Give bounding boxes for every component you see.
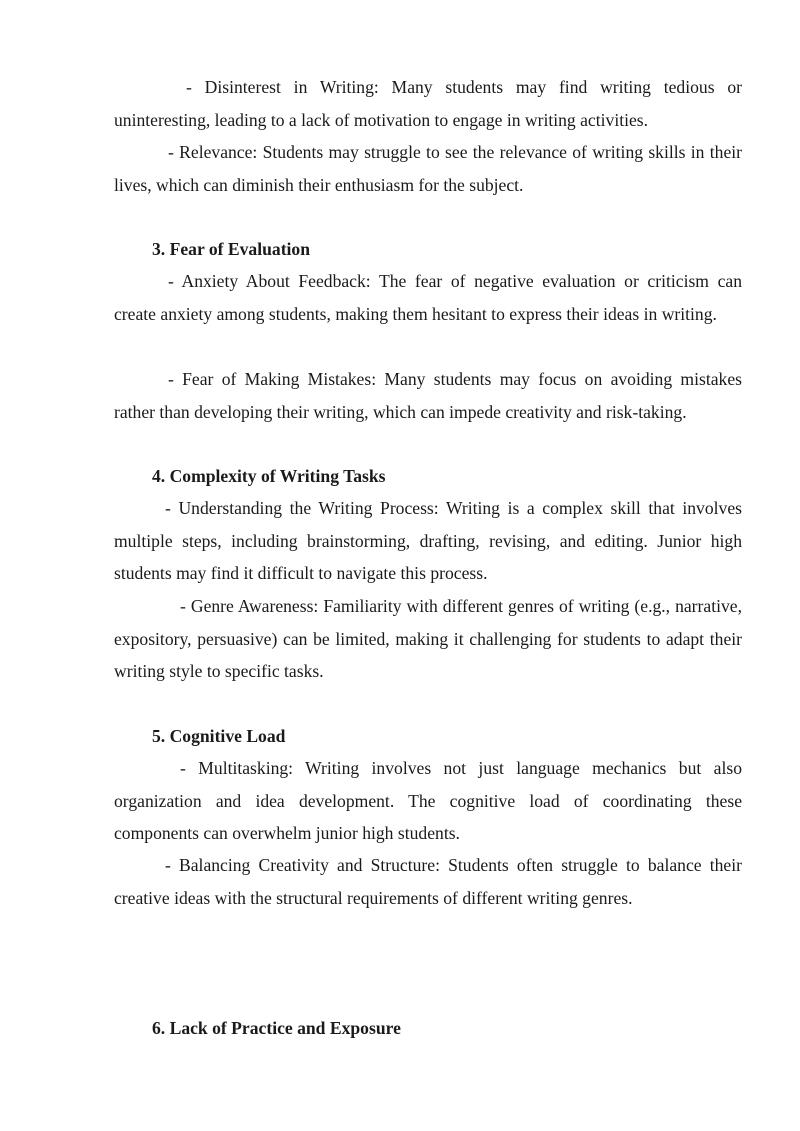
paragraph-multitasking: - Multitasking: Writing involves not just language mechanics but also organization and idea development. The cognitive load of coordinating these components can overwhelm junior high students. — [114, 758, 742, 844]
paragraph-writing-process: - Understanding the Writing Process: Writing is a complex skill that involves multiple steps, including brainstorming, drafting, revising, and editing. Junior high students may find it difficult to navigate this process. — [114, 498, 742, 584]
paragraph-fear-of-mistakes: - Fear of Making Mistakes: Many students may focus on avoiding mistakes rather than developing their writing, which can impede creativity and risk-taking. — [114, 369, 742, 422]
paragraph-balancing-creativity: - Balancing Creativity and Structure: Students often struggle to balance their creative ideas with the structural requirements of different writing genres. — [114, 855, 742, 908]
section-heading-fear-of-evaluation: 3. Fear of Evaluation — [152, 239, 311, 259]
paragraph-anxiety-about-feedback: - Anxiety About Feedback: The fear of negative evaluation or criticism can create anxiety among students, making them hesitant to express their ideas in writing. — [114, 271, 742, 324]
section-heading-complexity: 4. Complexity of Writing Tasks — [152, 466, 386, 486]
paragraph-disinterest: - Disinterest in Writing: Many students may find writing tedious or uninteresting, leading to a lack of motivation to engage in writing activities. — [114, 77, 742, 130]
section-heading-practice-exposure: 6. Lack of Practice and Exposure — [152, 1018, 401, 1038]
section-heading-cognitive-load: 5. Cognitive Load — [152, 726, 286, 746]
paragraph-genre-awareness: - Genre Awareness: Familiarity with different genres of writing (e.g., narrative, expository, persuasive) can be limited, making it challenging for students to adapt their writing style to specific tasks. — [114, 596, 742, 682]
paragraph-relevance: - Relevance: Students may struggle to see the relevance of writing skills in their lives, which can diminish their enthusiasm for the subject. — [114, 142, 742, 195]
